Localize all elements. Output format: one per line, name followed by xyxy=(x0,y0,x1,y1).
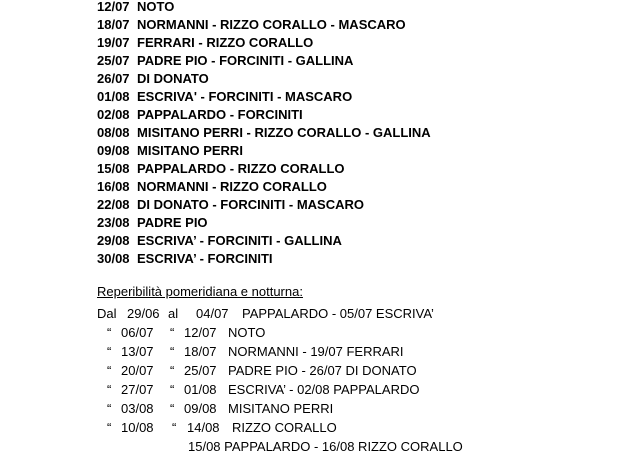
schedule-date: 25/07 xyxy=(97,53,130,68)
row-separator: “ xyxy=(170,382,175,397)
schedule-names: ESCRIVA’ - FORCINITI - GALLINA xyxy=(137,233,342,248)
row-to-date: 14/08 xyxy=(187,420,220,435)
row-prefix: “ xyxy=(107,382,112,397)
row-to-date: 01/08 xyxy=(184,382,217,397)
row-prefix: “ xyxy=(107,344,112,359)
row-names: RIZZO CORALLO xyxy=(232,420,337,435)
schedule-date: 26/07 xyxy=(97,71,130,86)
schedule-row xyxy=(97,0,431,16)
row-names: NORMANNI - 19/07 FERRARI xyxy=(228,344,404,359)
row-names: PAPPALARDO - 05/07 ESCRIVA’ xyxy=(242,306,434,321)
schedule-names: FERRARI - RIZZO CORALLO xyxy=(137,35,314,50)
schedule-names: ESCRIVA’ - FORCINITI xyxy=(137,251,273,266)
schedule-row xyxy=(97,106,431,124)
schedule-date: 15/08 xyxy=(97,161,130,176)
row-names: MISITANO PERRI xyxy=(228,401,334,416)
schedule-list xyxy=(97,0,431,268)
row-names: ESCRIVA’ - 02/08 PAPPALARDO xyxy=(228,382,420,397)
schedule-date: 16/08 xyxy=(97,179,130,194)
row-prefix: “ xyxy=(107,363,112,378)
schedule-row xyxy=(97,70,431,88)
row-to-date: 18/07 xyxy=(184,344,217,359)
schedule-names: PADRE PIO - FORCINITI - GALLINA xyxy=(137,53,354,68)
row-prefix: “ xyxy=(107,325,112,340)
schedule-date: 23/08 xyxy=(97,215,130,230)
schedule-names: NORMANNI - RIZZO CORALLO xyxy=(137,179,327,194)
schedule-names: DI DONATO - FORCINITI - MASCARO xyxy=(137,197,365,212)
schedule-row xyxy=(97,88,431,106)
schedule-date: 08/08 xyxy=(97,125,130,140)
row-separator: “ xyxy=(170,344,175,359)
row-from-date: 06/07 xyxy=(121,325,154,340)
reperibilita-heading: Reperibilità pomeridiana e notturna: xyxy=(97,284,303,299)
row-separator: “ xyxy=(172,420,177,435)
schedule-row xyxy=(97,52,431,70)
row-names: NOTO xyxy=(228,325,266,340)
row-prefix: “ xyxy=(107,401,112,416)
schedule-names: ESCRIVA' - FORCINITI - MASCARO xyxy=(137,89,353,104)
schedule-date: 30/08 xyxy=(97,251,130,266)
row-separator: al xyxy=(168,306,179,321)
schedule-row xyxy=(97,250,431,268)
schedule-row xyxy=(97,124,431,142)
row-prefix: Dal xyxy=(97,306,117,321)
row-separator: “ xyxy=(170,363,175,378)
row-to-date: 09/08 xyxy=(184,401,217,416)
schedule-date: 12/07 xyxy=(97,0,130,14)
row-from-date: 27/07 xyxy=(121,382,154,397)
row-to-date: 12/07 xyxy=(184,325,217,340)
schedule-names: DI DONATO xyxy=(137,71,209,86)
schedule-date: 09/08 xyxy=(97,143,130,158)
schedule-names: MISITANO PERRI xyxy=(137,143,243,158)
schedule-names: PAPPALARDO - RIZZO CORALLO xyxy=(137,161,345,176)
schedule-date: 01/08 xyxy=(97,89,130,104)
schedule-row xyxy=(97,232,431,250)
schedule-date: 02/08 xyxy=(97,107,130,122)
row-separator: “ xyxy=(170,325,175,340)
row-names: 15/08 PAPPALARDO - 16/08 RIZZO CORALLO xyxy=(188,439,463,454)
schedule-names: PAPPALARDO - FORCINITI xyxy=(137,107,303,122)
schedule-names: PADRE PIO xyxy=(137,215,208,230)
schedule-row xyxy=(97,196,431,214)
schedule-row xyxy=(97,214,431,232)
row-from-date: 10/08 xyxy=(121,420,154,435)
row-to-date: 25/07 xyxy=(184,363,217,378)
row-separator: “ xyxy=(170,401,175,416)
schedule-date: 18/07 xyxy=(97,17,130,32)
schedule-row xyxy=(97,34,431,52)
schedule-names: NOTO xyxy=(137,0,175,14)
row-from-date: 20/07 xyxy=(121,363,154,378)
row-to-date: 04/07 xyxy=(196,306,229,321)
row-from-date: 03/08 xyxy=(121,401,154,416)
schedule-row xyxy=(97,178,431,196)
schedule-row xyxy=(97,142,431,160)
row-prefix: “ xyxy=(107,420,112,435)
schedule-names: MISITANO PERRI - RIZZO CORALLO - GALLINA xyxy=(137,125,431,140)
schedule-date: 29/08 xyxy=(97,233,130,248)
row-from-date: 13/07 xyxy=(121,344,154,359)
schedule-date: 22/08 xyxy=(97,197,130,212)
schedule-names: NORMANNI - RIZZO CORALLO - MASCARO xyxy=(137,17,406,32)
schedule-row xyxy=(97,16,431,34)
schedule-row xyxy=(97,160,431,178)
row-names: PADRE PIO - 26/07 DI DONATO xyxy=(228,363,417,378)
row-from-date: 29/06 xyxy=(127,306,160,321)
schedule-date: 19/07 xyxy=(97,35,130,50)
